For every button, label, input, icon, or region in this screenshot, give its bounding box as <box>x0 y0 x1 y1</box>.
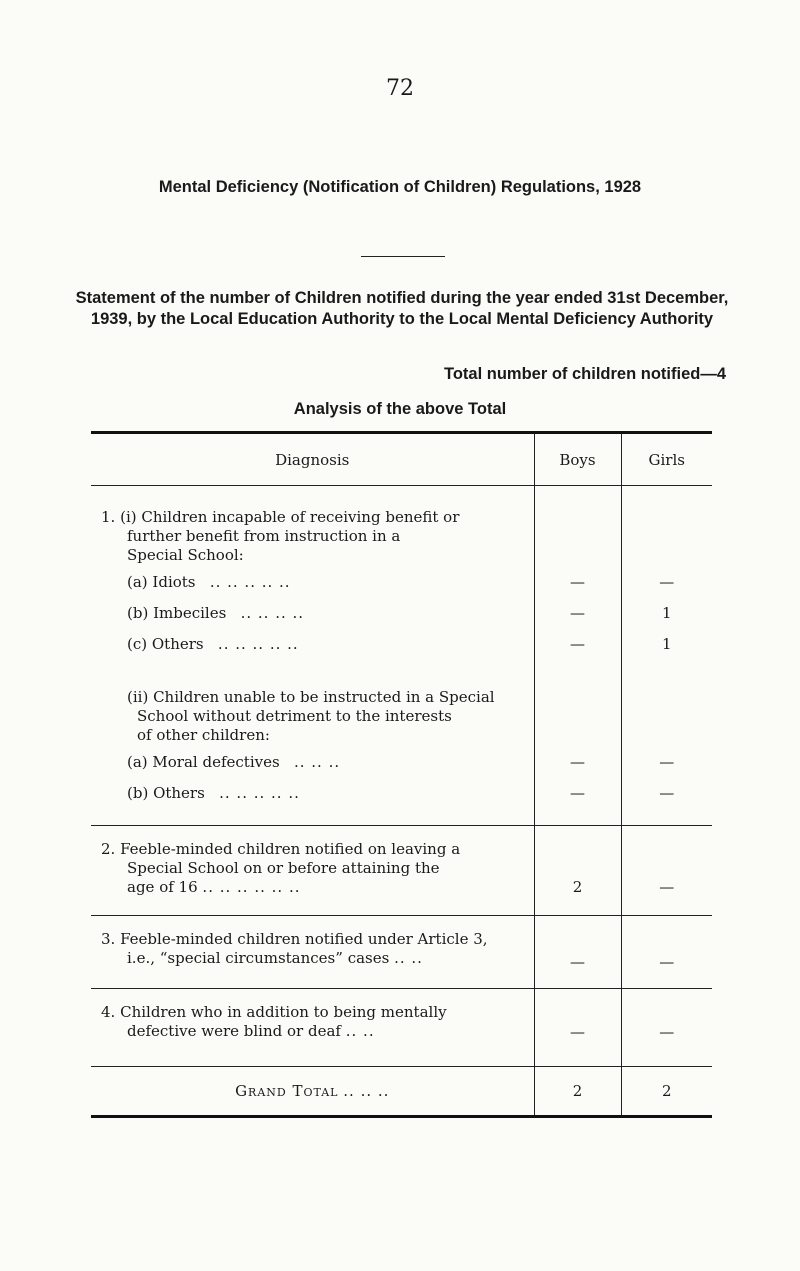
table-row-grand-total <box>91 1067 712 1117</box>
section-1-i-line1: (i) Children incapable of receiving benefit or <box>120 508 460 526</box>
section-3-dots: .. .. <box>394 949 423 967</box>
row-1b-boys: — <box>570 604 585 622</box>
section-2-line3: age of 16 <box>127 878 198 896</box>
section-4-dots: .. .. <box>345 1022 375 1040</box>
row-1c-dots: .. .. .. .. .. <box>217 635 299 653</box>
row-1ii-a-girls: — <box>659 753 675 771</box>
row-1ii-a <box>101 753 524 784</box>
row-1a-dots: .. .. .. .. .. <box>209 573 291 591</box>
row-1b <box>101 604 524 635</box>
section-2-dots: .. .. .. .. .. .. <box>202 878 301 896</box>
notification-table <box>91 431 712 1118</box>
section-3-line2: i.e., “special circumstances” cases <box>127 949 390 967</box>
header-diagnosis: Diagnosis <box>91 433 534 486</box>
section-3-boys-value: — <box>570 953 585 971</box>
row-1b-dots: .. .. .. .. <box>240 604 305 622</box>
section-2-girls <box>621 826 712 916</box>
section-2-boys-value: 2 <box>572 878 583 896</box>
total-notified: Total number of children notified—4 <box>443 365 726 383</box>
section-1-ii-line1: (ii) Children unable to be instructed in a Special <box>127 688 495 706</box>
analysis-heading: Analysis of the above Total <box>293 400 507 418</box>
row-1ii-b-label: (b) Others <box>127 784 205 802</box>
section-4-girls <box>621 989 712 1067</box>
row-1ii-a-label: (a) Moral defectives <box>127 753 280 771</box>
section-1-ii-line2: School without detriment to the interests <box>137 707 452 725</box>
row-1b-girls: 1 <box>661 604 672 622</box>
section-2-number: 2. <box>101 840 116 858</box>
grand-total-girls <box>621 1067 712 1117</box>
header-girls: Girls <box>621 433 712 486</box>
row-1ii-b-dots: .. .. .. .. .. <box>219 784 300 802</box>
table-row-section-4 <box>91 989 712 1067</box>
regulations-title: Mental Deficiency (Notification of Children) Regulations, 1928 <box>158 178 642 196</box>
grand-total-boys <box>534 1067 621 1117</box>
section-2-girls-value: — <box>659 878 675 896</box>
table-row-section-2 <box>91 826 712 916</box>
row-1c-girls: 1 <box>661 635 672 653</box>
statement-heading: Statement of the number of Children notified during the year ended 31st December, 1939, by the Local Education Authority to the Local Mental Deficiency Authority <box>75 289 729 328</box>
row-1c <box>101 635 524 666</box>
grand-total-boys-value: 2 <box>572 1082 583 1100</box>
section-4-line2: defective were blind or deaf <box>127 1022 341 1040</box>
section-4-diagnosis <box>91 989 534 1067</box>
section-3-girls-value: — <box>659 953 675 971</box>
section-3-line1: Feeble-minded children notified under Article 3, <box>120 930 488 948</box>
header-boys: Boys <box>534 433 621 486</box>
section-1-girls <box>621 486 712 826</box>
section-3-boys <box>534 916 621 989</box>
title-divider <box>361 256 445 257</box>
section-2-line2: Special School on or before attaining the <box>127 859 440 877</box>
row-1ii-b-boys: — <box>570 784 585 802</box>
section-2-boys <box>534 826 621 916</box>
page-number: 72 <box>386 76 414 101</box>
section-1-ii-line3: of other children: <box>137 726 270 744</box>
row-1ii-a-boys: — <box>570 753 585 771</box>
row-1a <box>101 573 524 604</box>
row-1ii-a-dots: .. .. .. <box>293 753 341 771</box>
section-1-boys <box>534 486 621 826</box>
section-1-diagnosis <box>91 486 534 826</box>
row-1ii-b <box>101 784 524 803</box>
section-4-boys <box>534 989 621 1067</box>
section-2-line1: Feeble-minded children notified on leaving a <box>120 840 461 858</box>
grand-total-dots: .. .. .. <box>343 1082 390 1100</box>
section-2-diagnosis <box>91 826 534 916</box>
section-1-i-line2: further benefit from instruction in a <box>127 527 401 545</box>
section-4-number: 4. <box>101 1003 116 1021</box>
section-3-number: 3. <box>101 930 116 948</box>
grand-total-label-cell <box>91 1067 534 1117</box>
row-1c-label: (c) Others <box>127 635 204 653</box>
row-1b-label: (b) Imbeciles <box>127 604 227 622</box>
row-1c-boys: — <box>570 635 585 653</box>
section-4-boys-value: — <box>570 1023 585 1041</box>
grand-total-girls-value: 2 <box>661 1082 672 1100</box>
section-1-number: 1. <box>101 508 116 526</box>
section-4-line1: Children who in addition to being mentally <box>120 1003 447 1021</box>
table-row-section-1 <box>91 486 712 826</box>
grand-total-label: Grand Total <box>235 1082 339 1100</box>
section-4-girls-value: — <box>659 1023 675 1041</box>
row-1a-girls: — <box>659 573 675 591</box>
table-header-row <box>91 433 712 486</box>
section-1-i-line3: Special School: <box>127 546 244 564</box>
row-1a-label: (a) Idiots <box>127 573 196 591</box>
section-3-diagnosis <box>91 916 534 989</box>
row-1ii-b-girls: — <box>659 784 675 802</box>
table-row-section-3 <box>91 916 712 989</box>
section-3-girls <box>621 916 712 989</box>
row-1a-boys: — <box>570 573 585 591</box>
